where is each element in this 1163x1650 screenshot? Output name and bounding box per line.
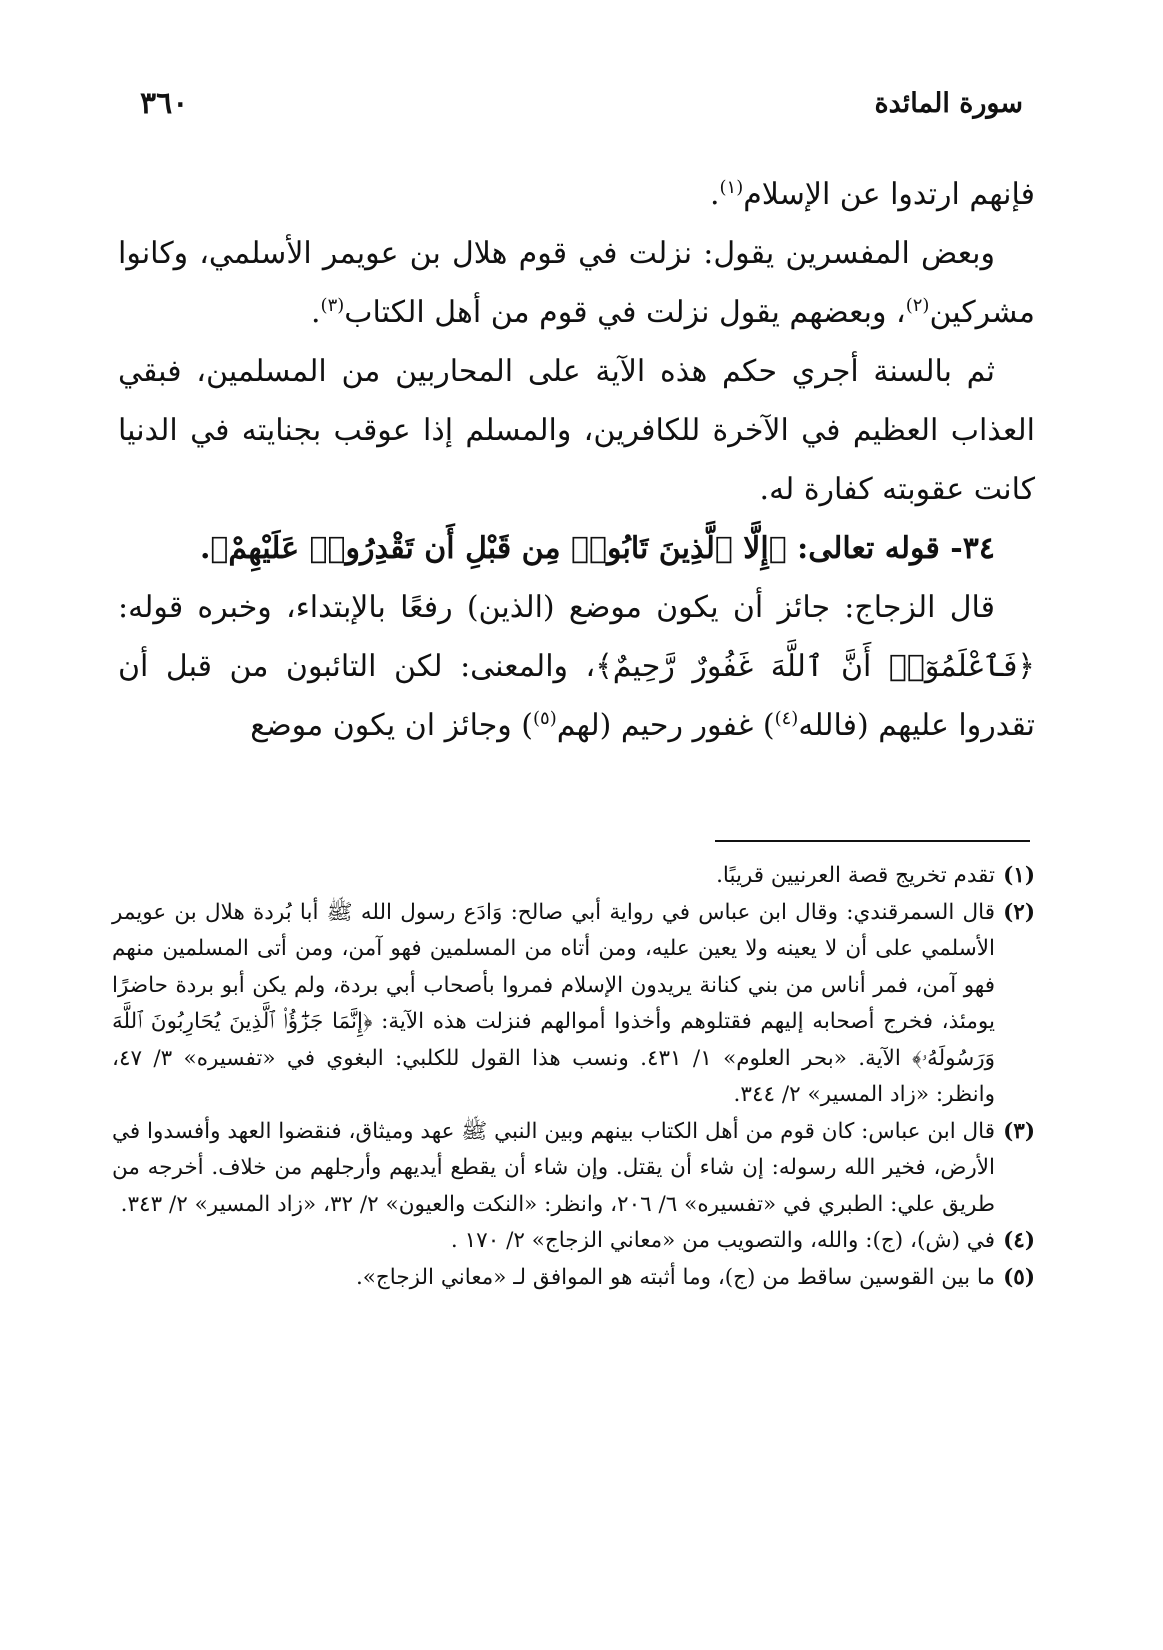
footnote-divider [715, 840, 1030, 842]
footnote-number: (١) [1003, 863, 1035, 888]
footnote-4 [112, 1223, 1035, 1260]
footnote-text: تقدم تخريج قصة العرنيين قريبًا. [716, 863, 995, 888]
paragraph-3: ثم بالسنة أجري حكم هذه الآية على المحاربين من المسلمين، فبقي العذاب العظيم في الآخرة للكافرين، والمسلم إذا عوقب بجنايته في الدنيا كانت عقوبته كفارة له. [118, 354, 1035, 507]
running-title: سورة المائدة [874, 87, 1023, 119]
footnote-text: ما بين القوسين ساقط من (ج)، وما أثبته هو الموافق لـ «معاني الزجاج». [355, 1264, 995, 1290]
paragraph-2: وبعض المفسرين يقول: نزلت في قوم هلال بن عويمر الأسلمي، وكانوا مشركين$^{(٢)}$، وبعضهم يقول نزلت في قوم من أهل الكتاب$^{(٣)}$. [118, 236, 1035, 330]
page-header [140, 78, 1023, 128]
footnote-number: (٤) [1003, 1228, 1035, 1253]
paragraph-1: فإنهم ارتدوا عن الإسلام$^{(١)}$. [709, 177, 1035, 212]
main-text [118, 165, 1035, 755]
footnote-ref[interactable]: (٤) [774, 708, 799, 729]
footnote-text: قال ابن عباس: كان قوم من أهل الكتاب بينهم وبين النبي ﷺ عهد وميثاق، فنقضوا العهد وأفسدوا في الأرض، فخير الله رسوله: إن شاء أن يقتل. وإن شاء أن يقطع أيديهم وأرجلهم من خلاف. أخرجه من طريق علي: الطبري في «تفسيره» ٦/ ٢٠٦، وانظر: «النكت والعيون» ٢/ ٣٢، «زاد المسير» ٢/ ٣٤٣. [112, 1118, 995, 1217]
verse-heading: ٣٤- قوله تعالى: ﴿إِلَّا ٱلَّذِينَ تَابُوا۟ مِن قَبْلِ أَن تَقْدِرُوا۟ عَلَيْهِمْ﴾. [199, 531, 995, 566]
footnote-text: قال السمرقندي: وقال ابن عباس في رواية أبي صالح: وَادَع رسول الله ﷺ أبا بُردة هلال بن عويمر الأسلمي على أن لا يعينه ولا يعين عليه، ومن أتاه من المسلمين فهو آمن، ومن أتى المسلمين منهم فهو آمن، فمر أناس من بني كنانة يريدون الإسلام فمروا بأصحاب أبي بردة، ولم يكن أبو بردة حاضرًا يومئذ، فخرج أصحابه إليهم فقتلوهم وأخذوا أموالهم فنزلت هذه الآية: ﴿إِنَّمَا جَزَٰٓؤُا۟ ٱلَّذِينَ يُحَارِبُونَ ٱللَّهَ وَرَسُولَهُۥ﴾ الآية. «بحر العلوم» ١/ ٤٣١. ونسب هذا القول للكلبي: البغوي في «تفسيره» ٣/ ٤٧، وانظر: «زاد المسير» ٢/ ٣٤٤. [112, 899, 996, 1107]
footnote-text: في (ش)، (ج): والله، والتصويب من «معاني الزجاج» ٢/ ١٧٠ . [450, 1228, 995, 1253]
footnote-ref[interactable]: (٢) [905, 295, 930, 316]
footnotes [112, 858, 1035, 1296]
footnote-ref[interactable]: (٥) [532, 708, 557, 729]
page-number: ٣٦٠ [140, 85, 189, 121]
footnote-1 [112, 858, 1035, 895]
footnote-number: (٥) [1003, 1264, 1035, 1290]
footnote-3 [112, 1114, 1035, 1224]
footnote-ref[interactable]: (١) [719, 177, 744, 198]
paragraph-5: قال الزجاج: جائز أن يكون موضع (الذين) رفعًا بالإبتداء، وخبره قوله: ﴿فَٱعْلَمُوٓا۟ أَنَّ ٱللَّهَ غَفُورٌ رَّحِيمٌ﴾، والمعنى: لكن التائبون من قبل أن تقدروا عليهم (فالله$^{(٤)}$) غفور رحيم (لهم$^{(٥)}$) وجائز ان يكون موضع [118, 590, 1035, 743]
footnote-ref[interactable]: (٣) [320, 295, 345, 316]
footnote-number: (٢) [1003, 899, 1035, 925]
footnote-number: (٣) [1003, 1118, 1035, 1144]
footnote-5 [112, 1260, 1035, 1297]
footnote-2 [112, 895, 1035, 1114]
